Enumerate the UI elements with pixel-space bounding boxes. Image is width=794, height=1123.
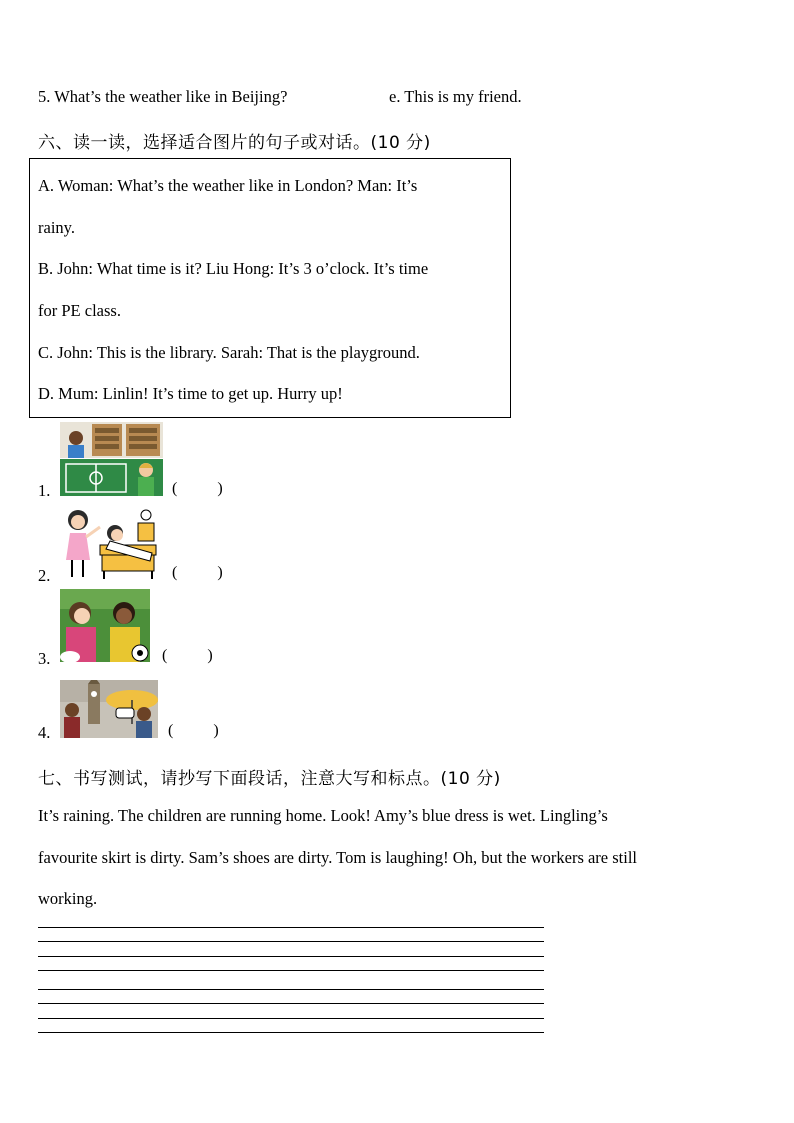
writing-line[interactable] (38, 989, 544, 990)
writing-line[interactable] (38, 1032, 544, 1033)
option-d-line: D. Mum: Linlin! It’s time to get up. Hurry up! (38, 384, 343, 403)
answer-e-text: e. This is my friend. (389, 87, 522, 106)
writing-line[interactable] (38, 1003, 544, 1004)
item-3-number: 3. (38, 649, 51, 668)
writing-line[interactable] (38, 970, 544, 971)
copy-paragraph-line-3: working. (38, 889, 98, 908)
london-rain-picture (60, 680, 158, 738)
item-2-answer-blank[interactable]: ( ) (172, 564, 223, 581)
item-3-answer-blank[interactable]: ( ) (162, 647, 213, 664)
writing-line[interactable] (38, 1018, 544, 1019)
option-a-line1: A. Woman: What’s the weather like in London? Man: It’s (38, 176, 418, 195)
writing-line[interactable] (38, 941, 544, 942)
section-6-title: 六、读一读，选择适合图片的句子或对话。(10 分) (38, 133, 431, 153)
pe-class-picture (60, 589, 150, 662)
item-1-number: 1. (38, 481, 51, 500)
item-4-answer-blank[interactable]: ( ) (168, 722, 219, 739)
option-b-line2: for PE class. (38, 301, 121, 320)
copy-paragraph-line-2: favourite skirt is dirty. Sam’s shoes are dirty. Tom is laughing! Oh, but the workers are still (38, 848, 638, 867)
option-c-line: C. John: This is the library. Sarah: That is the playground. (38, 343, 420, 362)
writing-line[interactable] (38, 927, 544, 928)
item-1-answer-blank[interactable]: ( ) (172, 480, 223, 497)
option-a-line2: rainy. (38, 218, 75, 237)
wake-up-picture (60, 505, 158, 581)
options-box (29, 158, 511, 418)
section-7-title: 七、书写测试，请抄写下面段话，注意大写和标点。(10 分) (38, 769, 501, 789)
item-4-number: 4. (38, 723, 51, 742)
option-b-line1: B. John: What time is it? Liu Hong: It’s 3 o’clock. It’s time (38, 259, 429, 278)
copy-paragraph-line-1: It’s raining. The children are running home. Look! Amy’s blue dress is wet. Lingling’s (38, 806, 608, 825)
item-2-number: 2. (38, 566, 51, 585)
writing-line[interactable] (38, 956, 544, 957)
library-playground-picture (60, 422, 163, 496)
question-5-text: 5. What’s the weather like in Beijing? (38, 87, 288, 106)
